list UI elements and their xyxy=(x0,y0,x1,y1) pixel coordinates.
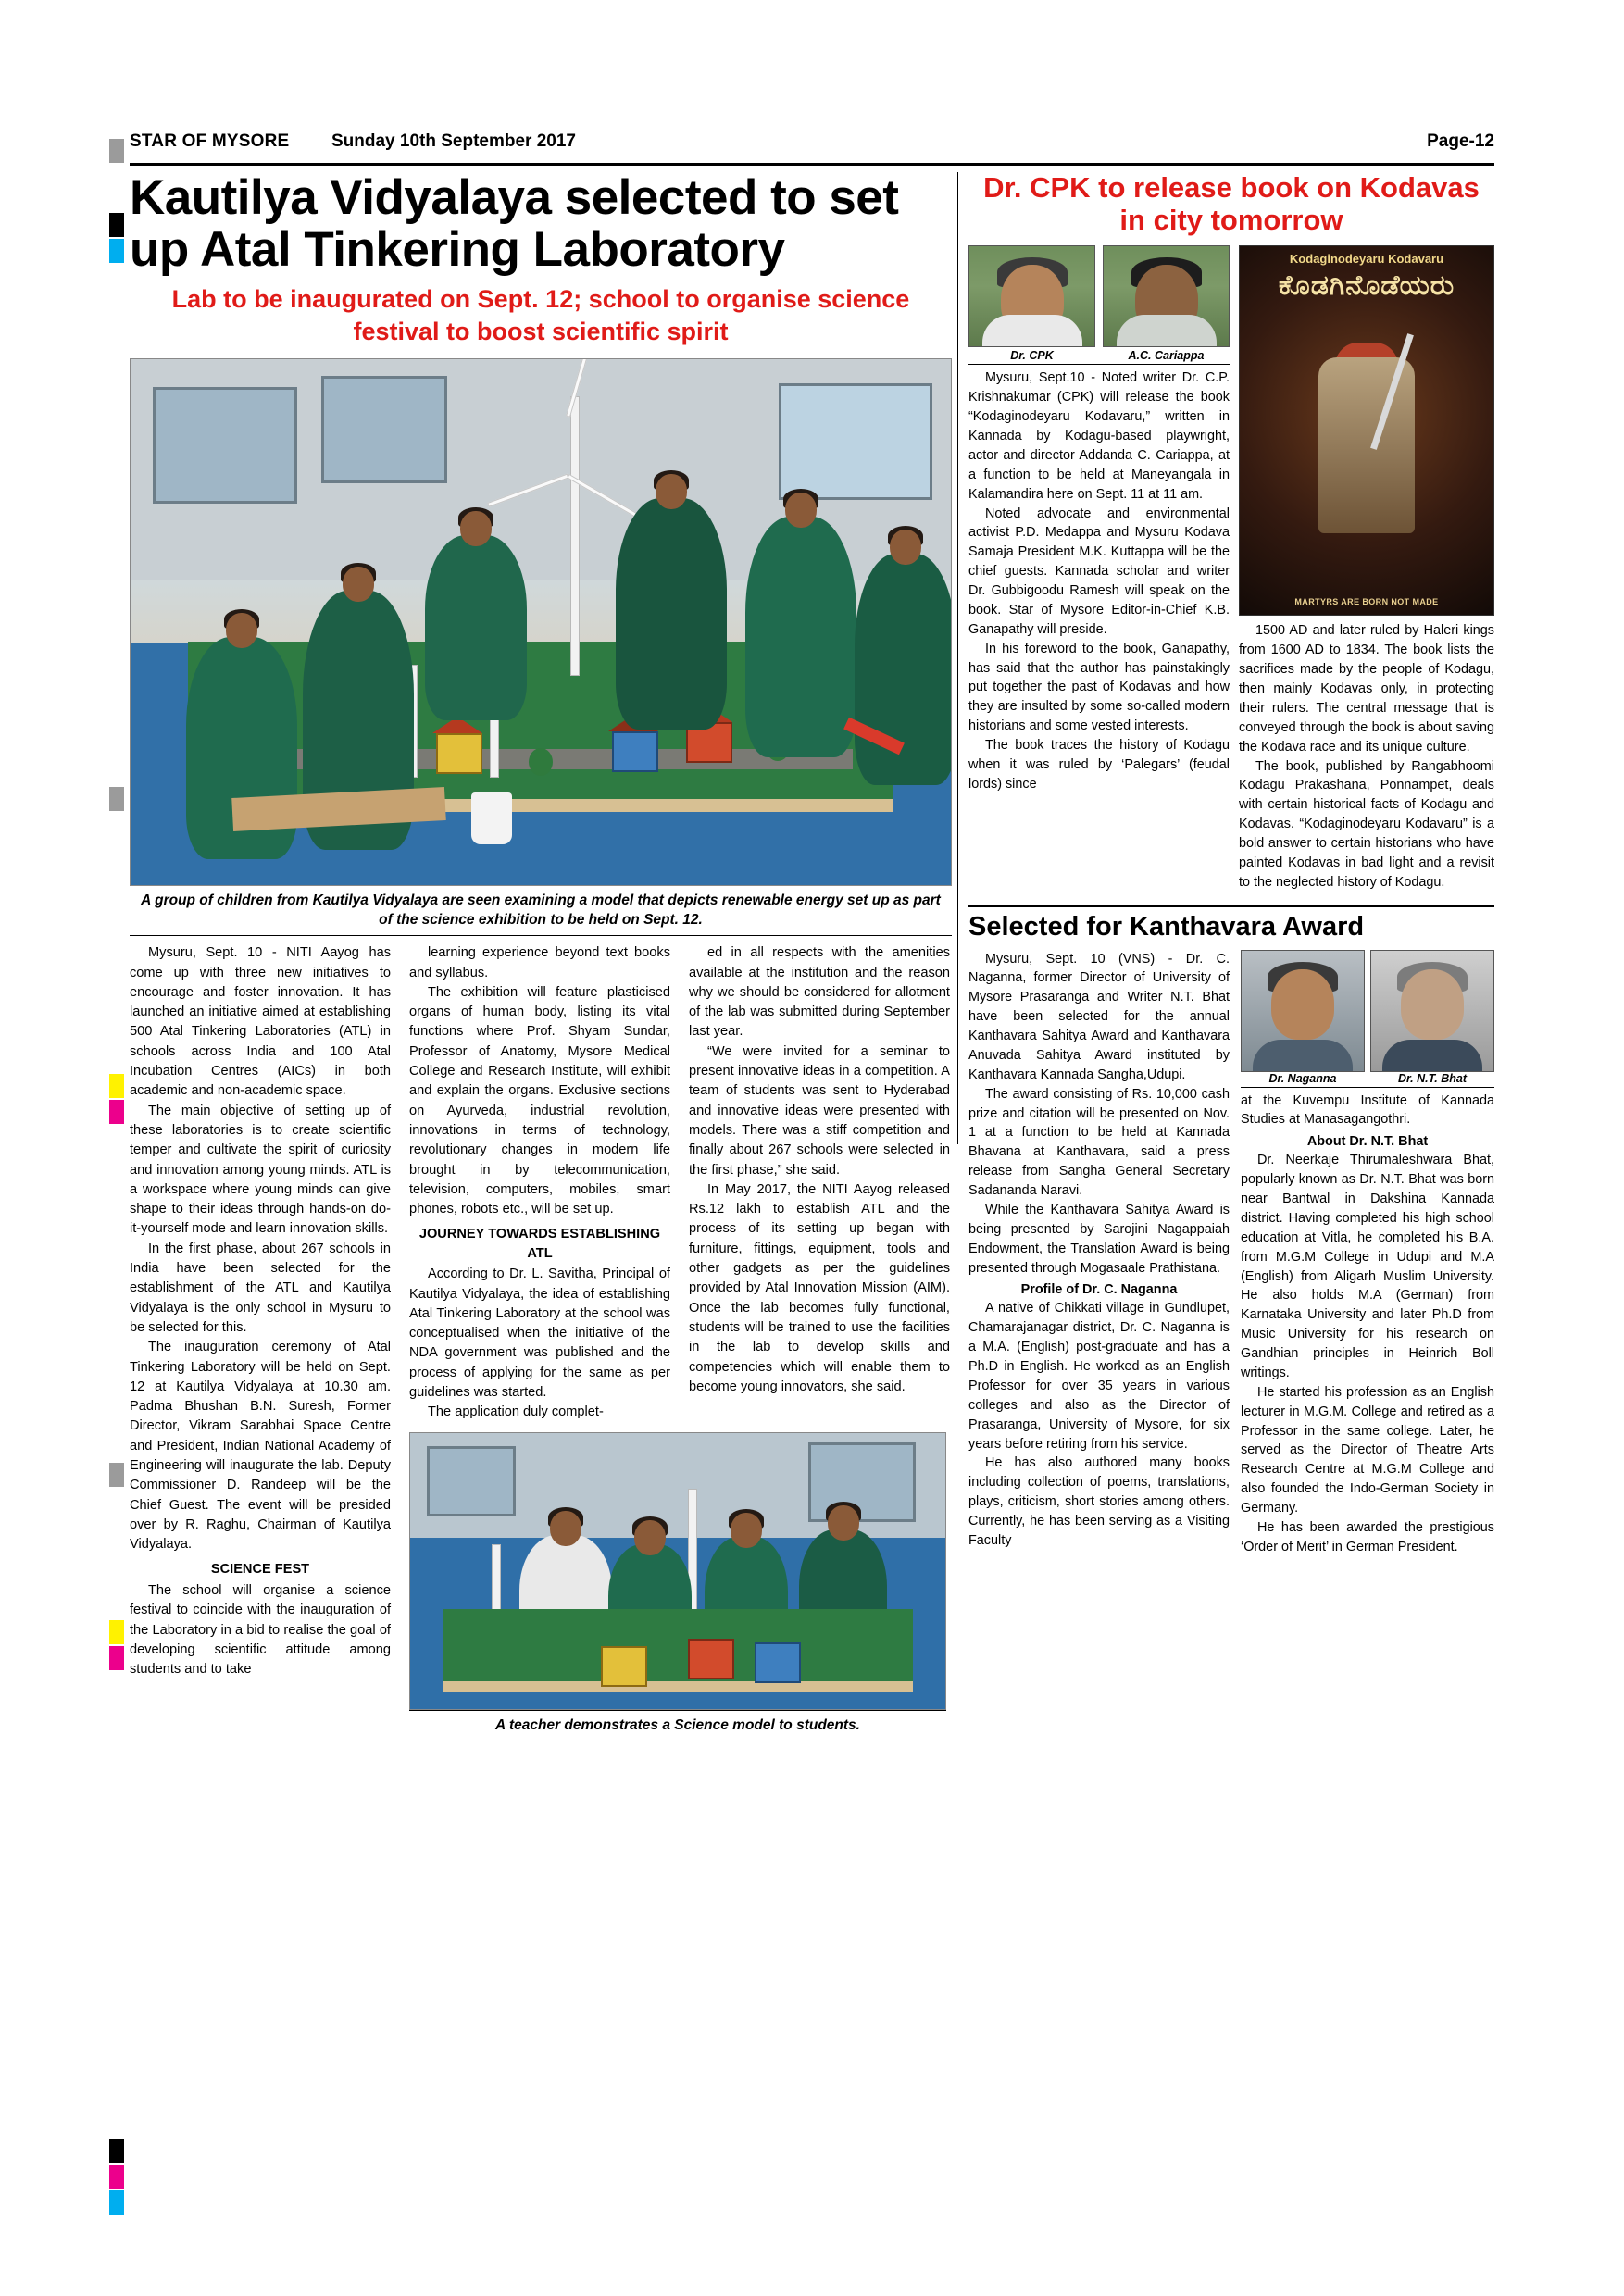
face-icon xyxy=(226,613,257,648)
paragraph: The book, published by Rangabhoomi Kodagu Prakashana, Ponnampet, deals with certain historical facts of Kodagu and Kodavas. “Kodaginodeyaru Kodavaru” is a bold answer to certain historians who have painted Kodavas in bad light and a revisit to the neglected history of Kodagu. xyxy=(1239,758,1494,890)
paragraph: ed in all respects with the amenities available at the institution and the reason why we should be considered for allotment of the lab was submitted during September last year. xyxy=(689,945,950,1040)
face-icon xyxy=(550,1511,581,1546)
portrait-photo xyxy=(1241,950,1365,1072)
reg-mark-yellow xyxy=(109,1620,124,1644)
face-icon xyxy=(1104,246,1229,346)
shirt-icon xyxy=(1382,1040,1482,1071)
masthead xyxy=(130,131,1494,166)
face-icon xyxy=(731,1513,762,1548)
cpk-headline: Dr. CPK to release book on Kodavas in city tomorrow xyxy=(983,171,1480,236)
award-column-2 xyxy=(1241,950,1494,1557)
book-cover-image xyxy=(1239,245,1494,616)
face-icon xyxy=(656,474,687,509)
paragraph: The book traces the history of Kodagu when it was ruled by ‘Palegars’ (feudal lords) since xyxy=(968,738,1230,792)
reg-mark-black xyxy=(109,2139,124,2163)
publication-name: STAR OF MYSORE xyxy=(130,131,290,151)
cpk-media-row xyxy=(968,245,1494,892)
paragraph: The application duly complet- xyxy=(428,1404,604,1420)
paragraph: While the Kanthavara Sahitya Award is being presented by Sarojini Nagappaiah Endowment, the Translation Award is being presented through Mogasaale Prathistana. xyxy=(968,1202,1230,1276)
paragraph: learning experience beyond text books and syllabus. xyxy=(409,945,670,980)
paragraph: “We were invited for a seminar to present innovative ideas in a competition. A team of students was sent to Hyderabad and innovative ideas were presented with models. There was a stiff competition and finally about 267 schools were selected in the first phase,” she said. xyxy=(689,1043,950,1178)
lead-photo-caption: A group of children from Kautilya Vidyalaya are seen examining a model that depicts renewable energy set up as part of the science exhibition to be held on Sept. 12. xyxy=(130,886,952,936)
reg-mark-black xyxy=(109,213,124,237)
window-icon xyxy=(321,376,447,483)
paragraph: Mysuru, Sept. 10 (VNS) - Dr. C. Naganna, former Director of University of Mysore Prasaranga and Writer N.T. Bhat have been selected for the annual Kanthavara Sahitya Award and Kanthavara Anuvada Sahitya Award instituted by Kanthavara Kannada Sangha,Udupi. xyxy=(968,951,1230,1082)
lead-subhead: Lab to be inaugurated on Sept. 12; school to organise science festival to boost scientific spirit xyxy=(171,285,910,345)
portrait-photo xyxy=(1103,245,1230,347)
lead-column-1 xyxy=(130,943,391,1740)
portrait-names xyxy=(968,347,1230,365)
paper-cup xyxy=(471,792,512,844)
student-figure xyxy=(855,554,952,785)
window-icon xyxy=(779,383,932,500)
face-icon xyxy=(343,567,374,602)
secondary-photo-caption: A teacher demonstrates a Science model to students. xyxy=(409,1710,946,1741)
paragraph: Noted advocate and environmental activist P.D. Medappa and Mysuru Kodava Samaja President M.K. Kuttappa will be the chief guests. Kannada scholar and writer Dr. Gubbigoodu Ramesh will speak on the book. Star of Mysore Editor-in-Chief K.B. Ganapathy will preside. xyxy=(968,505,1230,637)
cpk-book-column xyxy=(1239,245,1494,892)
face-icon xyxy=(969,246,1094,346)
face-icon xyxy=(828,1505,859,1541)
award-column-1 xyxy=(968,950,1230,1557)
portrait-name: Dr. Naganna xyxy=(1268,1071,1337,1085)
portrait-name: A.C. Cariappa xyxy=(1128,349,1205,363)
cpk-portraits xyxy=(968,245,1230,892)
registration-marks xyxy=(109,139,124,2222)
award-content xyxy=(968,950,1494,1557)
student-figure xyxy=(745,517,856,757)
profile-subhead: Profile of Dr. C. Naganna xyxy=(1020,1282,1178,1298)
paragraph: The inauguration ceremony of Atal Tinkering Laboratory will be held on Sept. 12 at Kautilya Vidyalaya at 10.30 am. Padma Bhushan B.N. Suresh, Former Director, Vikram Sarabhai Space Centre and President, Indian National Academy of Engineering will inaugurate the lab. Deputy Commissioner D. Randeep will be the Chief Guest. The event will be presided over by R. Raghu, Chairman of Kautilya Vidyalaya. xyxy=(130,1340,391,1553)
cover-title-script: ಕೊಡಗಿನೊಡೆಯರು xyxy=(1278,270,1455,302)
award-portraits xyxy=(1241,950,1494,1072)
paragraph: Mysuru, Sept. 10 - NITI Aayog has come up with three new initiatives to encourage and foster innovation. It has launched an initiative aimed at establishing 500 Atal Tinkering Laboratories (ATL) in schools across India and 100 Atal Incubation Centres (AICs) in both academic and non-academic space. xyxy=(130,945,391,1099)
paragraph: In May 2017, the NITI Aayog released Rs.12 lakh to establish ATL and the process of its setting up began with furniture, fittings, equipment, tools and other gadgets as per the guidelines provided by Atal Innovation Mission (AIM). Once the lab becomes fully functional, students will be trained to use the facilities in the lab to develop skills and competencies which will enable them to become young innovators, she said. xyxy=(689,1181,950,1394)
shirt-icon xyxy=(1253,1040,1353,1071)
wind-turbine xyxy=(570,396,580,676)
reg-mark-cyan xyxy=(109,2190,124,2215)
paragraph: The award consisting of Rs. 10,000 cash prize and citation will be presented on Nov. 1 at a function to be held at Kannada Bhavana at Kanthavara, said a press release from Sangha General Secretary Sadananda Naravi. xyxy=(968,1086,1230,1199)
award-headline: Selected for Kanthavara Award xyxy=(968,905,1494,942)
paragraph: A native of Chikkati village in Gundlupet, Chamarajanagar district, Dr. C. Naganna is a M.A. (English) post-graduate and has a Ph.D in English. He worked as an English Professor for over 35 years in various colleges and also as the Director of Prasaranga, University of Mysore, for six years before retiring from his service. xyxy=(968,1301,1230,1452)
paragraph: He has also authored many books including collection of poems, translations, plays, criticism, short stories among others. Currently, he has been serving as a Visiting Faculty xyxy=(968,1455,1230,1548)
student-figure xyxy=(425,535,527,720)
window-icon xyxy=(427,1446,516,1516)
face-icon xyxy=(1371,951,1493,1071)
paragraph: In his foreword to the book, Ganapathy, has said that the author has painstakingly put together the past of Kodavas and how they are insulted by some so-called modern historians and some vested interests. xyxy=(968,641,1230,734)
portrait-photo xyxy=(1370,950,1494,1072)
face-icon xyxy=(460,511,492,546)
paragraph: Mysuru, Sept.10 - Noted writer Dr. C.P. Krishnakumar (CPK) will release the book “Kodaginodeyaru Kodavaru,” written in Kannada by Kodagu-based playwright, actor and director Addanda C. Cariappa, at a function to be held at Maneyangala in Kalamandira here on Sept. 11 at 11 am. xyxy=(968,370,1230,502)
reg-mark-cyan xyxy=(109,239,124,263)
portrait-name: Dr. CPK xyxy=(1010,349,1054,363)
paragraph: He has been awarded the prestigious ‘Order of Merit’ in German President. xyxy=(1241,1519,1494,1554)
secondary-photo xyxy=(409,1432,946,1710)
reg-mark-magenta xyxy=(109,1646,124,1670)
paragraph: The exhibition will feature plasticised organs of human body, listing its vital functions where Prof. Shyam Sundar, Professor of Anatomy, Mysore Medical College and Research Institute, will exhibit and explain the organs. Exclusive sections on Ayurveda, industrial revolution, innovations in terms of technology, revolutionary changes in modern life brought in by telecommunication, television, computers, mobiles, smart phones, robots etc., will be set up. xyxy=(409,984,670,1217)
right-column xyxy=(968,172,1494,1557)
face-skin xyxy=(1271,969,1334,1040)
cover-kannada-small: Kodaginodeyaru Kodavaru xyxy=(1289,252,1444,267)
face-icon xyxy=(634,1520,666,1555)
model-house xyxy=(436,733,482,774)
model-house xyxy=(755,1642,801,1683)
section-subhead: SCIENCE FEST xyxy=(210,1562,310,1578)
warrior-figure xyxy=(1318,357,1415,533)
lead-photo xyxy=(130,358,952,886)
reg-mark-grey xyxy=(109,787,124,811)
reg-mark-yellow xyxy=(109,1074,124,1098)
paragraph: The main objective of setting up of these laboratories is to create scientific temper and cultivate the spirit of curiosity and innovation among young minds. ATL is a workspace where young minds can give shape to their ideas through hands-on do-it-yourself mode and learn innovation skills. xyxy=(130,1103,391,1237)
shirt-icon xyxy=(982,315,1082,346)
paragraph: In the first phase, about 267 schools in India have been selected for the establishment of the ATL and Kautilya Vidyalaya is the only school in Mysuru to be selected for this. xyxy=(130,1241,391,1335)
paragraph: Dr. Neerkaje Thirumaleshwara Bhat, popularly known as Dr. N.T. Bhat was born near Bantwal in Dakshina Kannada district. Having completed his high school education at Vitla, he completed his B.A. from M.G.M College in Udupi and M.A (English) from Aligarh Muslim University. He also holds M.A (German) from Karnataka University and later Ph.D from Music University for his research on Gandhian principles in Heinrich Boll writings. xyxy=(1241,1153,1494,1380)
reg-mark-grey xyxy=(109,139,124,163)
paragraph: The school will organise a science festival to coincide with the inauguration of the Laboratory in a bid to realise the goal of developing scientific attitude among students and to take xyxy=(130,1582,391,1678)
model-house xyxy=(612,731,658,772)
science-model xyxy=(443,1609,914,1691)
face-skin xyxy=(1401,969,1464,1040)
student-figure xyxy=(616,498,727,730)
profile-subhead: About Dr. N.T. Bhat xyxy=(1306,1134,1429,1150)
page-number: Page-12 xyxy=(1427,131,1494,151)
shirt-icon xyxy=(1117,315,1217,346)
face-icon xyxy=(1242,951,1364,1071)
reg-mark-magenta xyxy=(109,2165,124,2189)
cover-footer-text: MARTYRS ARE BORN NOT MADE xyxy=(1294,597,1439,607)
paragraph: According to Dr. L. Savitha, Principal of Kautilya Vidyalaya, the idea of establishing Atal Tinkering Laboratory at the school was conceptualised when the initiative of the NDA government was published and the process of applying for the same as per guidelines was started. xyxy=(409,1267,670,1401)
section-subhead: JOURNEY TOWARDS ESTABLISHING ATL xyxy=(418,1227,661,1261)
portrait-photo xyxy=(968,245,1095,347)
lead-headline: Kautilya Vidyalaya selected to set up Atal Tinkering Laboratory xyxy=(130,170,899,278)
portrait-names xyxy=(1241,1072,1494,1088)
paragraph: at the Kuvempu Institute of Kannada Studies at Manasagangothri. xyxy=(1241,1092,1494,1128)
window-icon xyxy=(153,387,297,504)
model-house xyxy=(601,1646,647,1687)
publication-date: Sunday 10th September 2017 xyxy=(331,131,576,151)
face-icon xyxy=(890,530,921,565)
model-house xyxy=(688,1639,734,1679)
paragraph: 1500 AD and later ruled by Haleri kings from 1600 AD to 1834. The book lists the sacrifices made by the people of Kodagu, then mainly Kodavas only, in protecting their rulers. The central message that is conveyed through the book is about saving the Kodava race and its unique culture. xyxy=(1239,623,1494,755)
reg-mark-grey xyxy=(109,1463,124,1487)
lead-body-columns xyxy=(130,943,952,1740)
reg-mark-magenta xyxy=(109,1100,124,1124)
face-icon xyxy=(785,493,817,528)
lead-story xyxy=(130,172,952,1741)
window-icon xyxy=(808,1442,916,1522)
portrait-name: Dr. N.T. Bhat xyxy=(1397,1071,1468,1085)
paragraph: He started his profession as an English lecturer in M.G.M. College and retired as a Professor in the same college. Later, he served as the Director of Theatre Arts Research Centre at M.G.M College and also founded the Indo-German Society in Germany. xyxy=(1241,1384,1494,1516)
column-divider xyxy=(957,172,958,1144)
